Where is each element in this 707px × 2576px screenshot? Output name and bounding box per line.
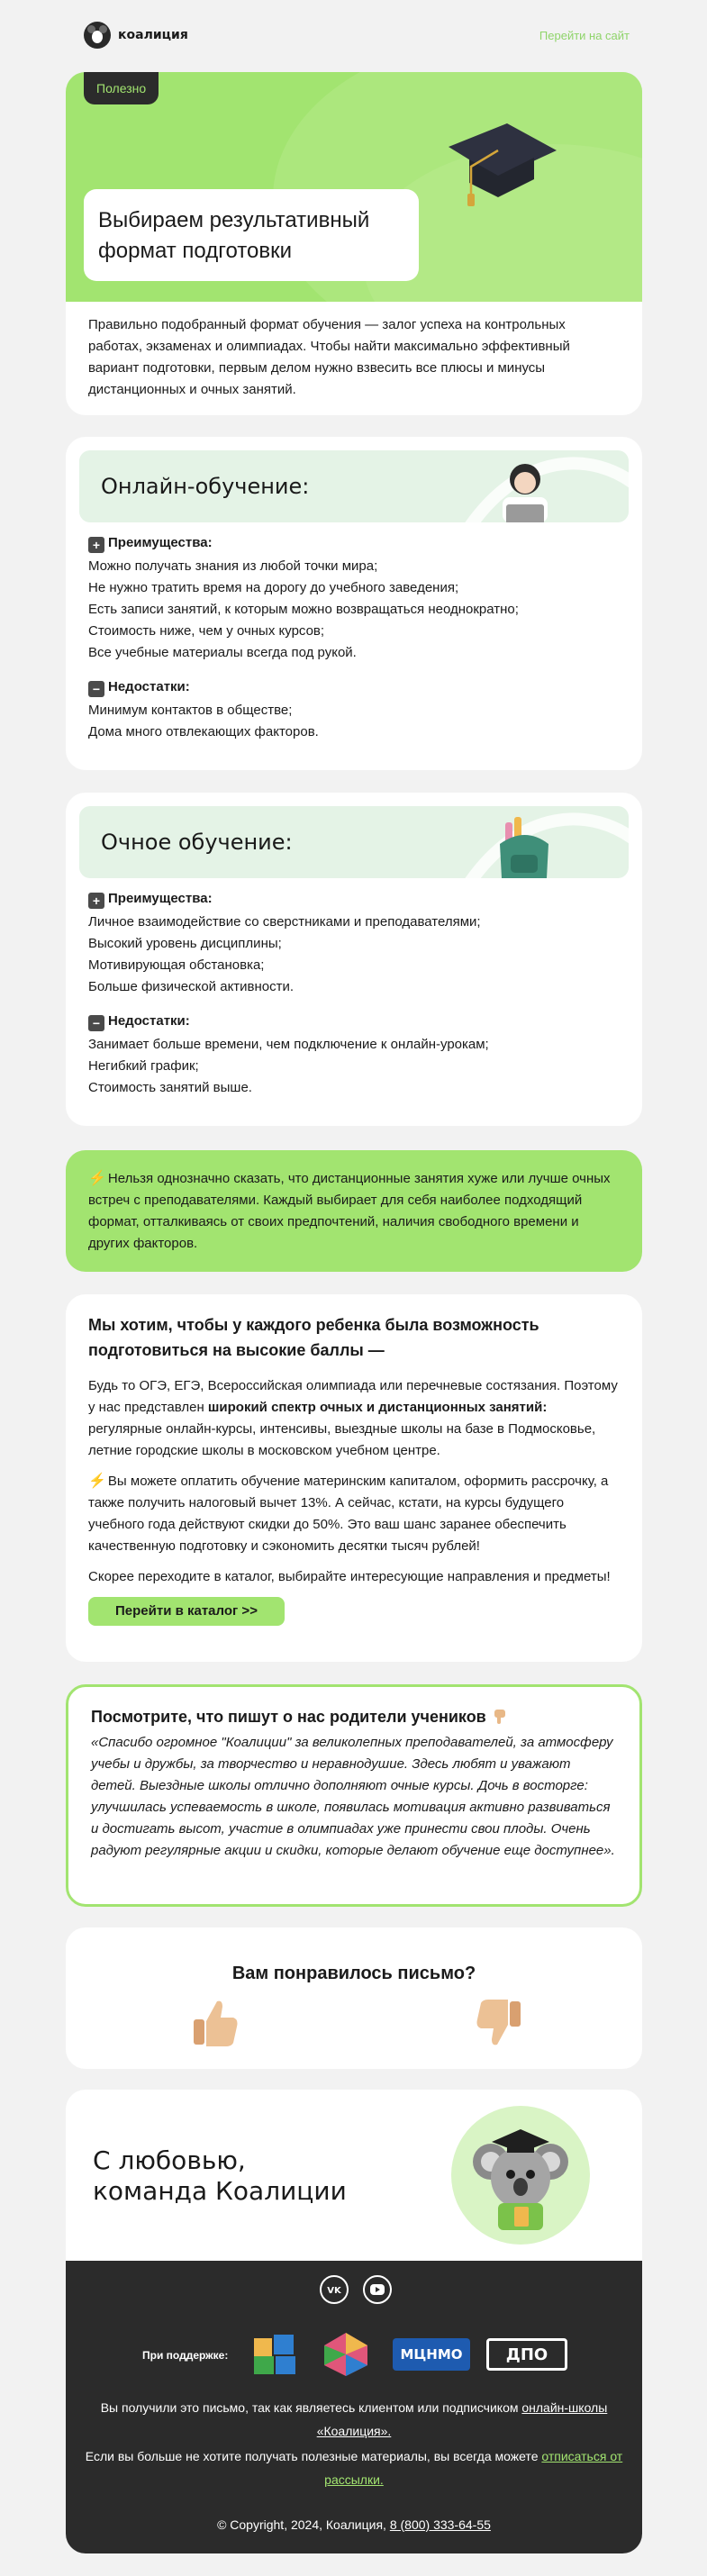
partner-logo-gem-icon[interactable] [321, 2331, 371, 2378]
list-item: Личное взаимодействие со сверстниками и преподавателями; [88, 914, 481, 930]
offline-section [66, 793, 642, 1126]
minus-icon: − [88, 681, 104, 697]
thumbs-up-icon[interactable] [192, 1998, 239, 2048]
list-item: Не нужно тратить время на дорогу до учебного заведения; [88, 580, 459, 595]
lightning-icon: ⚡ [88, 1474, 106, 1489]
koala-logo-icon [84, 22, 111, 49]
promo-paragraph-2: ⚡ Вы можете оплатить обучение материнским капиталом, оформить рассрочку, а также получить налоговый вычет 13%. А сейчас, кстати, на курсы будущего учебного года действуют скидки до 50%. Это ваш шанс заранее обеспечить качественную подготовку и сэкономить десятки тысяч рублей! [88, 1471, 620, 1557]
pointing-down-hand-icon [491, 1707, 509, 1725]
offline-details [88, 888, 620, 1099]
list-item: Все учебные материалы всегда под рукой. [88, 645, 357, 660]
minus-icon: − [88, 1015, 104, 1031]
backpack-icon [489, 808, 561, 878]
hero-banner [66, 72, 642, 302]
list-item: Занимает больше времени, чем подключение к онлайн-урокам; [88, 1037, 489, 1052]
koala-mascot-icon [451, 2106, 590, 2245]
promo-heading: Мы хотим, чтобы у каждого ребенка была возможность подготовиться на высокие баллы — [88, 1316, 539, 1359]
offline-pros-heading: + Преимущества: [88, 888, 620, 910]
list-item: Стоимость занятий выше. [88, 1080, 252, 1095]
rating-question: Вам понравилось письмо? [231, 1964, 476, 1983]
subscription-notice: Вы получили это письмо, так как являетесь клиентом или подписчиком онлайн-школы «Коалиция». [100, 2400, 608, 2438]
unsubscribe-link[interactable]: отписаться от рассылки. [324, 2449, 623, 2487]
plus-icon: + [88, 893, 104, 909]
graduation-cap-icon [444, 104, 561, 212]
copyright: © Copyright, 2024, Коалиция, 8 (800) 333-64-55 [217, 2517, 491, 2532]
online-title: Онлайн-обучение: [101, 474, 310, 499]
intro-text: Правильно подобранный формат обучения — залог успеха на контрольных работах, экзаменах и олимпиадах. Чтобы найти максимально эффективный вариант подготовки, первым делом нужно взвесить все плюсы и минусы дистанционных и очных занятий. [66, 302, 642, 415]
logo-text: коалиция [118, 28, 188, 42]
review-quote: «Спасибо огромное "Коалиции" за великолепных преподавателей, за атмосферу учебы и дружбы, за творчество и неравнодушие. Здесь любят и уважают детей. Выездные школы отлично дополняют очные курсы. Дочь в восторге: улучшилась успеваемость в школе, появилась мотивация активно развиваться и достигать высот, участие в олимпиадах уже принести свои плоды. Очень радуют регулярные акции и скидки, которые делают обучение еще доступнее». [91, 1735, 615, 1858]
offline-cons-heading: − Недостатки: [88, 1011, 620, 1032]
online-cons-heading: − Недостатки: [88, 676, 620, 698]
dpo-logo[interactable]: ДПО [486, 2338, 567, 2371]
category-tag: Полезно [84, 72, 159, 104]
list-item: Стоимость ниже, чем у очных курсов; [88, 623, 325, 639]
online-section [66, 437, 642, 770]
list-item: Негибкий график; [88, 1058, 199, 1074]
promo-paragraph-1: Будь то ОГЭ, ЕГЭ, Всероссийская олимпиада или перечневые состязания. Поэтому у нас представлен широкий спектр очных и дистанционных занятий: регулярные онлайн-курсы, интенсивы, выездные школы на базе в Подмосковье, летние городские школы в московском учебном центре. [88, 1378, 618, 1458]
list-item: Есть записи занятий, к которым можно возвращаться неоднократно; [88, 602, 519, 617]
email-footer [66, 2261, 642, 2553]
online-banner [79, 450, 629, 522]
summary-note [66, 1150, 642, 1272]
youtube-icon[interactable] [363, 2275, 392, 2304]
online-details [88, 532, 620, 743]
note-text: Нельзя однозначно сказать, что дистанционные занятия хуже или лучше очных встреч с преподавателями. Каждый выбирает для себя наиболее подходящий формат, отталкиваясь от своих предпочтений, наличия свободного времени и других факторов. [88, 1171, 611, 1251]
reviews-section [66, 1684, 642, 1907]
list-item: Высокий уровень дисциплины; [88, 936, 282, 951]
svg-text:VK: VK [327, 2286, 341, 2296]
partner-logo-cubes-icon[interactable] [250, 2331, 301, 2378]
signature-section [66, 2090, 642, 2261]
student-laptop-icon [494, 458, 557, 522]
online-pros-heading: + Преимущества: [88, 532, 620, 554]
unsubscribe-notice: Если вы больше не хотите получать полезные материалы, вы всегда можете отписаться от рассылки. [85, 2449, 623, 2487]
support-label: При поддержке: [142, 2349, 229, 2362]
mcnmo-logo[interactable]: МЦНМО [393, 2338, 470, 2371]
list-item: Минимум контактов в обществе; [88, 703, 293, 718]
thumbs-down-icon[interactable] [476, 1998, 522, 2048]
signature-text: С любовью, команда Коалиции [93, 2145, 347, 2206]
vk-icon[interactable] [320, 2275, 349, 2304]
reviews-heading: Посмотрите, что пишут о нас родители учеников [91, 1705, 617, 1728]
catalog-button[interactable]: Перейти в каталог >> [88, 1597, 285, 1626]
brand-logo[interactable] [84, 22, 188, 49]
list-item: Дома много отвлекающих факторов. [88, 724, 319, 739]
plus-icon: + [88, 537, 104, 553]
rating-section [66, 1927, 642, 2069]
offline-title: Очное обучение: [101, 830, 293, 855]
lightning-icon: ⚡ [88, 1171, 106, 1186]
promo-section [66, 1294, 642, 1662]
phone-link[interactable]: 8 (800) 333-64-55 [389, 2517, 491, 2532]
promo-paragraph-3: Скорее переходите в каталог, выбирайте интересующие направления и предметы! [88, 1569, 611, 1584]
list-item: Больше физической активности. [88, 979, 295, 994]
offline-banner [79, 806, 629, 878]
go-to-site-link[interactable]: Перейти на сайт [539, 29, 630, 42]
list-item: Можно получать знания из любой точки мира; [88, 558, 378, 574]
email-header [66, 0, 642, 72]
list-item: Мотивирующая обстановка; [88, 957, 265, 973]
hero-title: Выбираем результативный формат подготовки [84, 189, 419, 281]
school-link[interactable]: онлайн-школы «Коалиция». [316, 2400, 608, 2438]
